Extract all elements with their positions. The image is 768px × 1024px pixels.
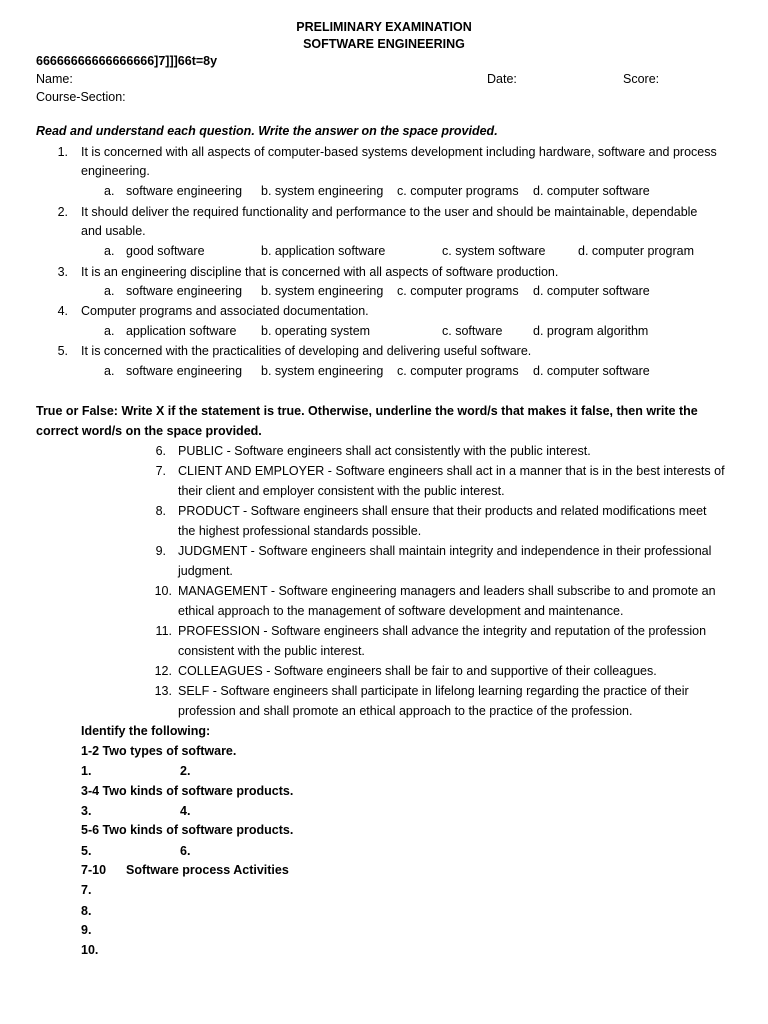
identify-group-title: 3-4 Two kinds of software products. — [81, 784, 294, 798]
option-b: b. system engineering — [261, 284, 384, 298]
item-text: COLLEAGUES - Software engineers shall be fair to and supportive of their colleagues. — [178, 664, 657, 678]
question-number: 5. — [57, 344, 68, 358]
question-number: 1. — [57, 145, 68, 159]
score-label: Score: — [623, 72, 660, 86]
item-text: profession and shall promote an ethical approach to the practice of the profession. — [178, 704, 633, 718]
course-title: SOFTWARE ENGINEERING — [303, 37, 465, 51]
answer-blank: 4. — [180, 804, 191, 818]
question-text: It is concerned with all aspects of computer-based systems development including hardware, software and process — [81, 145, 717, 159]
question-text: It should deliver the required functionality and performance to the user and should be maintainable, dependable — [81, 205, 698, 219]
option-c: c. system software — [442, 244, 546, 258]
item-text: judgment. — [178, 564, 233, 578]
option-d: d. computer software — [533, 184, 650, 198]
answer-blank: 1. — [81, 764, 92, 778]
option-b: b. system engineering — [261, 184, 384, 198]
item-text: CLIENT AND EMPLOYER - Software engineers shall act in a manner that is in the best interests of — [178, 464, 725, 478]
part1-instruction: Read and understand each question. Write the answer on the space provided. — [36, 124, 498, 138]
answer-blank: 9. — [81, 923, 92, 937]
question-text: engineering. — [81, 164, 150, 178]
option-letter: a. — [104, 244, 115, 258]
option-a: good software — [126, 244, 205, 258]
name-label: Name: — [36, 72, 73, 86]
item-text: SELF - Software engineers shall participate in lifelong learning regarding the practice of their — [178, 684, 689, 698]
identify-group-range: 7-10 — [81, 863, 107, 877]
answer-blank: 6. — [180, 844, 191, 858]
item-number: 7. — [155, 464, 166, 478]
item-text: MANAGEMENT - Software engineering managers and leaders shall subscribe to and promote an — [178, 584, 716, 598]
item-text: PUBLIC - Software engineers shall act consistently with the public interest. — [178, 444, 591, 458]
item-text: PROFESSION - Software engineers shall advance the integrity and reputation of the profession — [178, 624, 707, 638]
question-number: 3. — [57, 265, 68, 279]
identify-group-title: 5-6 Two kinds of software products. — [81, 823, 294, 837]
question-text: It is concerned with the practicalities of developing and delivering useful software. — [81, 344, 532, 358]
identify-group-title: Software process Activities — [126, 863, 289, 877]
item-number: 8. — [155, 504, 166, 518]
answer-blank: 2. — [180, 764, 191, 778]
option-b: b. system engineering — [261, 364, 384, 378]
item-number: 13. — [154, 684, 172, 698]
part2-instruction: True or False: Write X if the statement is true. Otherwise, underline the word/s that makes it false, then write the — [36, 404, 698, 418]
item-text: the highest professional standards possible. — [178, 524, 422, 538]
part3-heading: Identify the following: — [81, 724, 211, 738]
item-number: 9. — [155, 544, 166, 558]
item-text: ethical approach to the management of software development and maintenance. — [178, 604, 624, 618]
date-label: Date: — [487, 72, 517, 86]
option-d: d. program algorithm — [533, 324, 649, 338]
option-d: d. computer software — [533, 364, 650, 378]
question-number: 2. — [57, 205, 68, 219]
answer-blank: 5. — [81, 844, 92, 858]
question-text: and usable. — [81, 224, 146, 238]
option-letter: a. — [104, 324, 115, 338]
item-number: 10. — [154, 584, 172, 598]
item-number: 11. — [155, 624, 172, 638]
question-text: Computer programs and associated documentation. — [81, 304, 369, 318]
option-a: software engineering — [126, 364, 243, 378]
item-text: JUDGMENT - Software engineers shall maintain integrity and independence in their professional — [178, 544, 712, 558]
option-d: d. computer software — [533, 284, 650, 298]
answer-blank: 8. — [81, 904, 92, 918]
option-letter: a. — [104, 284, 115, 298]
option-c: c. computer programs — [397, 284, 519, 298]
question-number: 4. — [57, 304, 68, 318]
stray-text: 66666666666666666]7]]]66t=8y — [36, 54, 218, 68]
option-a: application software — [126, 324, 237, 338]
identify-group-title: 1-2 Two types of software. — [81, 744, 237, 758]
option-a: software engineering — [126, 184, 243, 198]
answer-blank: 7. — [81, 883, 92, 897]
option-c: c. computer programs — [397, 184, 519, 198]
question-text: It is an engineering discipline that is concerned with all aspects of software production. — [81, 265, 559, 279]
answer-blank: 3. — [81, 804, 92, 818]
option-d: d. computer program — [578, 244, 695, 258]
answer-blank: 10. — [81, 943, 99, 957]
option-a: software engineering — [126, 284, 243, 298]
part2-instruction: correct word/s on the space provided. — [36, 424, 262, 438]
option-c: c. software — [442, 324, 503, 338]
item-number: 6. — [155, 444, 166, 458]
course-section-label: Course-Section: — [36, 90, 126, 104]
option-b: b. operating system — [261, 324, 371, 338]
option-b: b. application software — [261, 244, 386, 258]
option-letter: a. — [104, 364, 115, 378]
item-text: PRODUCT - Software engineers shall ensure that their products and related modifications meet — [178, 504, 707, 518]
item-text: consistent with the public interest. — [178, 644, 365, 658]
option-letter: a. — [104, 184, 115, 198]
item-number: 12. — [154, 664, 172, 678]
option-c: c. computer programs — [397, 364, 519, 378]
exam-title: PRELIMINARY EXAMINATION — [296, 20, 472, 34]
item-text: their client and employer consistent with the public interest. — [178, 484, 505, 498]
